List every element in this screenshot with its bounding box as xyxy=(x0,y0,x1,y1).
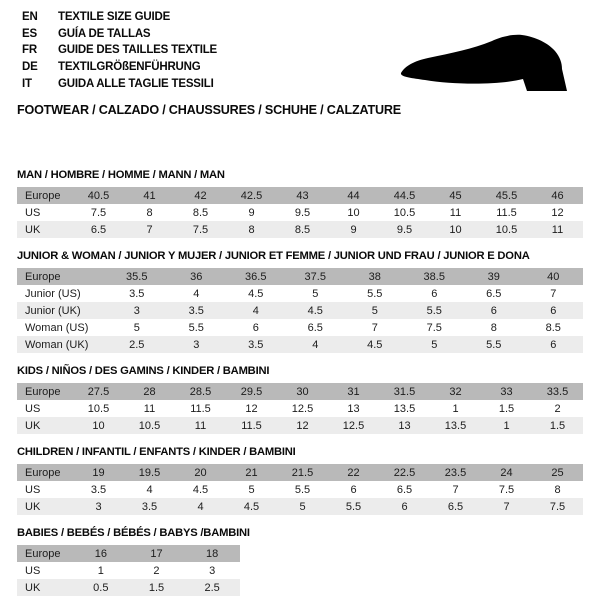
value-cell: 10 xyxy=(430,221,481,238)
language-title: TEXTILE SIZE GUIDE xyxy=(58,11,171,24)
value-cell: 6 xyxy=(464,302,524,319)
value-cell: 31.5 xyxy=(379,383,430,400)
value-cell: 5.5 xyxy=(188,321,204,334)
row-label-cell: Europe xyxy=(17,383,73,400)
language-code: FR xyxy=(22,44,37,57)
value-cell: 5 xyxy=(277,498,328,515)
value-cell: 9 xyxy=(248,206,255,219)
value-cell: 11 xyxy=(532,221,583,238)
value-cell: 46 xyxy=(532,187,583,204)
value-cell: 5.5 xyxy=(405,302,465,319)
value-cell: 9.5 xyxy=(294,206,311,219)
language-row xyxy=(22,75,217,92)
value-cell: 13 xyxy=(379,417,430,434)
table-title: MAN / HOMBRE / HOMME / MANN / MAN xyxy=(17,169,225,181)
table-row xyxy=(17,562,240,579)
value-cell: 4.5 xyxy=(226,498,277,515)
row-label-cell: Europe xyxy=(17,545,73,562)
value-cell: 8 xyxy=(554,483,561,496)
language-row xyxy=(22,9,217,26)
value-cell: 1 xyxy=(452,402,459,415)
value-cell: 12 xyxy=(277,417,328,434)
language-title: GUIDE DES TAILLES TEXTILE xyxy=(58,44,217,57)
value-cell: 42 xyxy=(175,187,226,204)
value-cell: 4 xyxy=(286,336,346,353)
value-cell: 2.5 xyxy=(184,579,240,596)
table-row xyxy=(17,545,240,562)
table-row xyxy=(17,285,583,302)
value-cell: 31 xyxy=(328,383,379,400)
value-cell: 17 xyxy=(129,545,185,562)
value-cell: 2.5 xyxy=(107,336,167,353)
value-cell: 3.5 xyxy=(90,483,107,496)
size-table-section xyxy=(17,527,583,596)
value-cell: 3.5 xyxy=(226,336,286,353)
table-row xyxy=(17,383,583,400)
table-title: KIDS / NIÑOS / DES GAMINS / KINDER / BAMBINI xyxy=(17,365,270,377)
table-row xyxy=(17,400,583,417)
value-cell: 12.5 xyxy=(328,417,379,434)
value-cell: 6 xyxy=(524,336,584,353)
value-cell: 2 xyxy=(554,402,561,415)
table-row xyxy=(17,579,240,596)
value-cell: 35.5 xyxy=(107,268,167,285)
value-cell: 28 xyxy=(124,383,175,400)
value-cell: 3.5 xyxy=(167,302,227,319)
language-title: GUÍA DE TALLAS xyxy=(58,27,151,40)
table-row xyxy=(17,336,583,353)
value-cell: 4.5 xyxy=(192,483,209,496)
value-cell: 4 xyxy=(175,498,226,515)
value-cell: 7 xyxy=(481,498,532,515)
value-cell: 6.5 xyxy=(486,287,502,300)
table-row xyxy=(17,417,583,434)
row-label-cell: Europe xyxy=(17,268,107,285)
row-label-cell: UK xyxy=(17,221,73,238)
value-cell: 7 xyxy=(550,287,557,300)
value-cell: 10 xyxy=(347,206,360,219)
value-cell: 6 xyxy=(524,302,584,319)
value-cell: 39 xyxy=(464,268,524,285)
value-cell: 9.5 xyxy=(379,221,430,238)
value-cell: 43 xyxy=(277,187,328,204)
value-cell: 40.5 xyxy=(73,187,124,204)
value-cell: 27.5 xyxy=(73,383,124,400)
value-cell: 45 xyxy=(430,187,481,204)
value-cell: 5.5 xyxy=(367,287,383,300)
value-cell: 10.5 xyxy=(124,417,175,434)
row-label-cell: Europe xyxy=(17,187,73,204)
value-cell: 33 xyxy=(481,383,532,400)
value-cell: 1 xyxy=(97,564,104,577)
value-cell: 0.5 xyxy=(73,579,129,596)
value-cell: 5 xyxy=(345,302,405,319)
row-label-cell: Woman (UK) xyxy=(17,336,107,353)
value-cell: 12 xyxy=(245,402,258,415)
value-cell: 8.5 xyxy=(277,221,328,238)
value-cell: 6 xyxy=(379,498,430,515)
value-cell: 1.5 xyxy=(129,579,185,596)
value-cell: 5.5 xyxy=(464,336,524,353)
value-cell: 6 xyxy=(431,287,438,300)
size-table xyxy=(17,268,583,353)
row-label-cell: Europe xyxy=(17,464,73,481)
value-cell: 42.5 xyxy=(226,187,277,204)
value-cell: 6.5 xyxy=(73,221,124,238)
value-cell: 6 xyxy=(350,483,357,496)
row-label-cell: UK xyxy=(17,579,73,596)
size-tables xyxy=(17,169,583,600)
value-cell: 44 xyxy=(328,187,379,204)
value-cell: 5 xyxy=(248,483,255,496)
size-table-section xyxy=(17,169,583,238)
table-row xyxy=(17,319,583,336)
value-cell: 6.5 xyxy=(307,321,323,334)
row-label-cell: US xyxy=(25,483,41,496)
row-label-cell: US xyxy=(25,206,41,219)
table-title: BABIES / BEBÉS / BÉBÉS / BABYS /BAMBINI xyxy=(17,527,250,539)
value-cell: 10.5 xyxy=(87,402,110,415)
value-cell: 5 xyxy=(405,336,465,353)
value-cell: 1.5 xyxy=(532,417,583,434)
table-row xyxy=(17,204,583,221)
value-cell: 9 xyxy=(328,221,379,238)
value-cell: 25 xyxy=(532,464,583,481)
value-cell: 5.5 xyxy=(328,498,379,515)
value-cell: 40 xyxy=(524,268,584,285)
size-table xyxy=(17,383,583,434)
value-cell: 6 xyxy=(252,321,259,334)
value-cell: 24 xyxy=(481,464,532,481)
value-cell: 10 xyxy=(73,417,124,434)
size-table-section xyxy=(17,446,583,515)
value-cell: 3 xyxy=(107,302,167,319)
size-table xyxy=(17,187,583,238)
language-code: IT xyxy=(22,77,32,90)
value-cell: 36 xyxy=(167,268,227,285)
value-cell: 33.5 xyxy=(532,383,583,400)
value-cell: 1 xyxy=(481,417,532,434)
language-title: TEXTILGRÖßENFÜHRUNG xyxy=(58,61,201,74)
value-cell: 11.5 xyxy=(226,417,277,434)
value-cell: 23.5 xyxy=(430,464,481,481)
value-cell: 45.5 xyxy=(481,187,532,204)
value-cell: 3.5 xyxy=(129,287,145,300)
size-table-section xyxy=(17,365,583,434)
size-table xyxy=(17,464,583,515)
value-cell: 7.5 xyxy=(532,498,583,515)
language-row xyxy=(22,42,217,59)
language-row xyxy=(22,59,217,76)
category-heading: FOOTWEAR / CALZADO / CHAUSSURES / SCHUHE / CALZATURE xyxy=(17,103,401,117)
language-row xyxy=(22,26,217,43)
value-cell: 10.5 xyxy=(481,221,532,238)
value-cell: 22 xyxy=(328,464,379,481)
table-row xyxy=(17,221,583,238)
value-cell: 7 xyxy=(124,221,175,238)
value-cell: 22.5 xyxy=(379,464,430,481)
row-label-cell: Junior (UK) xyxy=(17,302,107,319)
value-cell: 44.5 xyxy=(379,187,430,204)
value-cell: 4 xyxy=(226,302,286,319)
language-code: DE xyxy=(22,61,38,74)
value-cell: 13.5 xyxy=(430,417,481,434)
value-cell: 1.5 xyxy=(498,402,515,415)
row-label-cell: US xyxy=(25,402,41,415)
value-cell: 38 xyxy=(345,268,405,285)
value-cell: 6.5 xyxy=(396,483,413,496)
value-cell: 37.5 xyxy=(286,268,346,285)
value-cell: 5.5 xyxy=(294,483,311,496)
value-cell: 7.5 xyxy=(498,483,515,496)
value-cell: 4 xyxy=(193,287,200,300)
value-cell: 3.5 xyxy=(124,498,175,515)
table-row xyxy=(17,464,583,481)
value-cell: 12 xyxy=(551,206,564,219)
table-title: JUNIOR & WOMAN / JUNIOR Y MUJER / JUNIOR ET FEMME / JUNIOR UND FRAU / JUNIOR E DONA xyxy=(17,250,530,262)
value-cell: 30 xyxy=(277,383,328,400)
value-cell: 36.5 xyxy=(226,268,286,285)
language-title-list xyxy=(22,9,217,92)
row-label-cell: Junior (US) xyxy=(25,287,81,300)
row-label-cell: UK xyxy=(17,417,73,434)
value-cell: 21.5 xyxy=(277,464,328,481)
value-cell: 4.5 xyxy=(286,302,346,319)
value-cell: 3 xyxy=(209,564,216,577)
value-cell: 18 xyxy=(184,545,240,562)
value-cell: 4 xyxy=(146,483,153,496)
value-cell: 3 xyxy=(73,498,124,515)
table-row xyxy=(17,498,583,515)
row-label-cell: UK xyxy=(17,498,73,515)
value-cell: 11 xyxy=(175,417,226,434)
value-cell: 11.5 xyxy=(496,206,517,219)
value-cell: 5 xyxy=(133,321,140,334)
value-cell: 29.5 xyxy=(226,383,277,400)
value-cell: 7.5 xyxy=(426,321,442,334)
value-cell: 4.5 xyxy=(345,336,405,353)
value-cell: 10.5 xyxy=(393,206,416,219)
value-cell: 32 xyxy=(430,383,481,400)
table-row xyxy=(17,187,583,204)
value-cell: 8 xyxy=(226,221,277,238)
shoe-icon xyxy=(399,32,575,97)
value-cell: 38.5 xyxy=(405,268,465,285)
value-cell: 7.5 xyxy=(90,206,107,219)
value-cell: 21 xyxy=(226,464,277,481)
table-title: CHILDREN / INFANTIL / ENFANTS / KINDER / BAMBINI xyxy=(17,446,296,458)
value-cell: 2 xyxy=(153,564,160,577)
language-code: EN xyxy=(22,11,38,24)
table-row xyxy=(17,302,583,319)
language-title: GUIDA ALLE TAGLIE TESSILI xyxy=(58,77,214,90)
value-cell: 28.5 xyxy=(175,383,226,400)
value-cell: 8 xyxy=(490,321,497,334)
row-label-cell: Woman (US) xyxy=(25,321,89,334)
size-table xyxy=(17,545,240,596)
value-cell: 6.5 xyxy=(430,498,481,515)
value-cell: 8.5 xyxy=(545,321,561,334)
table-row xyxy=(17,481,583,498)
value-cell: 13 xyxy=(347,402,360,415)
value-cell: 20 xyxy=(175,464,226,481)
value-cell: 11 xyxy=(449,206,462,219)
value-cell: 8.5 xyxy=(192,206,209,219)
value-cell: 7.5 xyxy=(175,221,226,238)
value-cell: 8 xyxy=(146,206,153,219)
value-cell: 5 xyxy=(312,287,319,300)
value-cell: 16 xyxy=(73,545,129,562)
value-cell: 13.5 xyxy=(393,402,416,415)
value-cell: 3 xyxy=(167,336,227,353)
value-cell: 41 xyxy=(124,187,175,204)
size-table-section xyxy=(17,250,583,353)
value-cell: 19 xyxy=(73,464,124,481)
value-cell: 4.5 xyxy=(248,287,264,300)
value-cell: 11 xyxy=(143,402,156,415)
value-cell: 19.5 xyxy=(124,464,175,481)
language-code: ES xyxy=(22,27,37,40)
value-cell: 12.5 xyxy=(291,402,314,415)
value-cell: 7 xyxy=(452,483,459,496)
value-cell: 7 xyxy=(371,321,378,334)
row-label-cell: US xyxy=(25,564,41,577)
value-cell: 11.5 xyxy=(190,402,211,415)
table-row xyxy=(17,268,583,285)
